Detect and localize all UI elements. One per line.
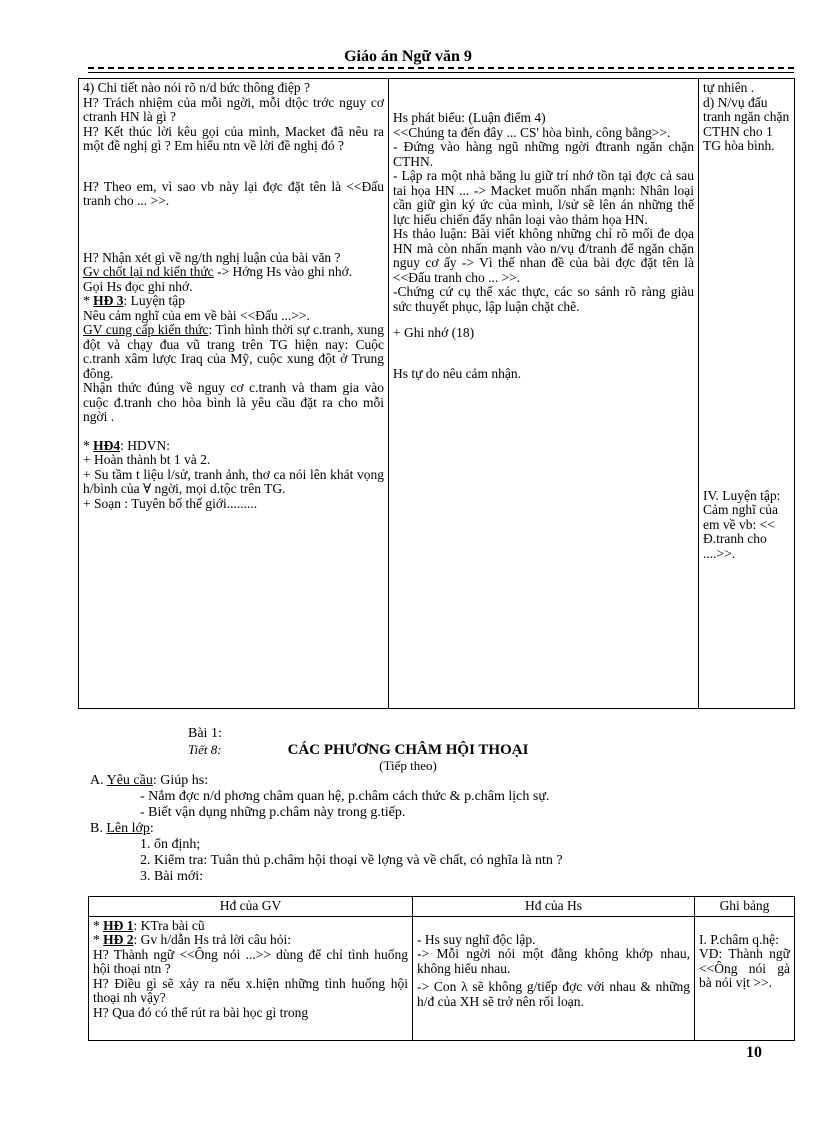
board-example: VD: Thành ngữ <<Ông nói gà bà nói vịt >>. xyxy=(699,946,790,990)
header-rule xyxy=(88,67,794,69)
teacher-summary: Gv chốt lại nd kiến thức -> Hớng Hs vào ghi nhớ. xyxy=(83,264,353,279)
header-board: Ghi bảng xyxy=(695,897,795,917)
lesson-number: Bài 1: xyxy=(188,726,222,741)
lesson-table-2 xyxy=(88,896,795,1041)
student-activity-cell-2 xyxy=(413,916,695,1040)
step-1: 1. ổn định; xyxy=(140,837,201,852)
board-note-1: tự nhiên . xyxy=(703,80,755,95)
step-3: 3. Bài mới: xyxy=(140,869,204,884)
activity-4: * HĐ4: HDVN: xyxy=(83,437,170,453)
board-notes-cell-2 xyxy=(695,916,795,1040)
requirement-2: - Biết vận dụng những p.châm này trong g.tiếp. xyxy=(140,805,406,820)
board-note-3: IV. Luyện tập: xyxy=(703,487,781,503)
board-note-4: Cảm nghĩ của em về vb: << Đ.tranh cho ....>>. xyxy=(703,502,778,561)
page-number: 10 xyxy=(746,1044,762,1061)
student-answer-2: - Đứng vào hàng ngũ những ngời đtranh ngăn chặn CTHN. xyxy=(393,139,694,169)
lesson-table-1 xyxy=(78,78,795,709)
board-principle: I. P.châm q.hệ: xyxy=(699,931,779,947)
lesson-period: Tiết 8: xyxy=(188,742,222,757)
teacher-activity-cell-2 xyxy=(89,916,413,1040)
activity-2: * HĐ 2: Gv h/dẫn Hs trả lời câu hỏi: xyxy=(93,932,291,947)
student-feeling: Hs tự do nêu cảm nhận. xyxy=(393,365,522,381)
section-a: A. Yêu cầu: Giúp hs: xyxy=(90,773,209,788)
question-title: H? Theo em, vì sao vb này lại đợc đặt tên là <<Đấu tranh cho ... >>. xyxy=(83,178,384,208)
teacher-activity-cell xyxy=(79,79,389,709)
header-student: Hđ của Hs xyxy=(413,897,695,917)
activity-1: * HĐ 1: KTra bài cũ xyxy=(93,917,205,933)
read-notes: Gọi Hs đọc ghi nhớ. xyxy=(83,278,193,294)
activity-3: * HĐ 3: Luyện tập xyxy=(83,293,185,308)
question-idiom: H? Thành ngữ <<Ông nói ...>> dùng để chỉ tình huống hội thoại ntn ? xyxy=(93,946,408,976)
student-answer-3: - Lập ra một nhà băng lu giữ trí nhớ tồn tại đợc cả sau tai họa HN ... -> Macket muốn nhấn mạnh: Nhân loại cần giữ gìn ký ức của mình, l/sử sẽ lên án những thế lực hiếu chiến đẩy nhân loại vào thảm họa HN. xyxy=(393,168,694,227)
student-chaos: -> Con λ sẽ không g/tiếp đợc với nhau & những h/đ của XH sẽ trở nên rối loạn. xyxy=(417,979,690,1009)
requirement-1: - Nắm đợc n/d phơng châm quan hệ, p.châm cách thức & p.châm lịch sự. xyxy=(140,789,550,804)
question-argument: H? Nhận xét gì về ng/th nghị luận của bài văn ? xyxy=(83,249,341,265)
question-proposal: H? Kết thúc lời kêu gọi của mình, Macket đã nêu ra một đề nghị gì ? Em hiểu ntn về lời đề nghị đó ? xyxy=(83,123,384,153)
question-lesson: H? Qua đó có thể rút ra bài học gì trong xyxy=(93,1004,309,1020)
homework-1: + Hoàn thành bt 1 và 2. xyxy=(83,452,211,467)
homework-3: + Soạn : Tuyên bố thế giới......... xyxy=(83,495,258,511)
student-think: - Hs suy nghĩ độc lập. xyxy=(417,931,536,947)
question-responsibility: H? Trách nhiệm của mỗi ngời, mỗi dtộc trớc nguy cơ ctranh HN là gì ? xyxy=(83,94,384,124)
homework-2: + Su tầm t liệu l/sử, tranh ảnh, thơ ca nói lên khát vọng h/bình của ∀ ngời, mọi d.tộc trên TG. xyxy=(83,466,384,496)
page-header: Giáo án Ngữ văn 9 xyxy=(344,48,472,65)
student-notes: + Ghi nhớ (18) xyxy=(393,325,475,340)
awareness-note: Nhận thức đúng về nguy cơ c.tranh và tham gia vào cuộc đ.tranh cho hòa bình là yêu cầu đặt ra cho mỗi ngời . xyxy=(83,380,384,424)
lesson-subtitle: (Tiếp theo) xyxy=(379,758,437,773)
student-answer-1: Hs phát biểu: (Luận điểm 4) xyxy=(393,110,546,125)
teacher-knowledge: GV cung cấp kiến thức: Tình hình thời sự c.tranh, xung đột và chạy đua vũ trang trên TG hiện nay: Cuộc c.tranh xâm lược Iraq của Mỹ, cuộc xung đột ở Trung đông. xyxy=(83,322,384,381)
header-teacher: Hđ của GV xyxy=(89,897,413,917)
section-b: B. Lên lớp: xyxy=(90,821,154,836)
question-4: 4) Chi tiết nào nói rõ n/d bức thông điệp ? xyxy=(83,80,311,95)
board-notes-cell xyxy=(699,79,795,709)
step-2: 2. Kiểm tra: Tuân thủ p.châm hội thoại về lợng và về chất, có nghĩa là ntn ? xyxy=(140,853,563,868)
lesson-title: CÁC PHƯƠNG CHÂM HỘI THOẠI xyxy=(287,742,529,758)
question-consequence: H? Điều gì sẽ xảy ra nếu x.hiện những tình huống hội thoại nh vậy? xyxy=(93,975,408,1005)
student-activity-cell xyxy=(389,79,699,709)
student-discussion: Hs thảo luận: Bài viết không những chỉ rõ mối đe dọa HN mà còn nhấn mạnh vào n/vụ đ/tranh để ngăn chặn nguy cơ ấy -> Vì thế nhan đề của bài đợc đặt tên là <<Đấu tranh cho ... >>. xyxy=(393,226,694,285)
student-evidence: -Chứng cứ cụ thể xác thực, các so sánh rõ ràng giàu sức thuyết phục, lập luận chặt chẽ. xyxy=(393,284,694,314)
board-note-2: d) N/vụ đấu tranh ngăn chặn CTHN cho 1 TG hòa bình. xyxy=(703,94,790,153)
header-rule-line xyxy=(88,72,794,73)
student-mismatch: -> Mỗi ngời nói một đằng không khớp nhau, không hiểu nhau. xyxy=(417,946,690,976)
student-quote: <<Chúng ta đến đây ... CS' hòa bình, công bằng>>. xyxy=(393,124,671,140)
practice-prompt: Nêu cảm nghĩ của em về bài <<Đấu ...>>. xyxy=(83,307,310,323)
